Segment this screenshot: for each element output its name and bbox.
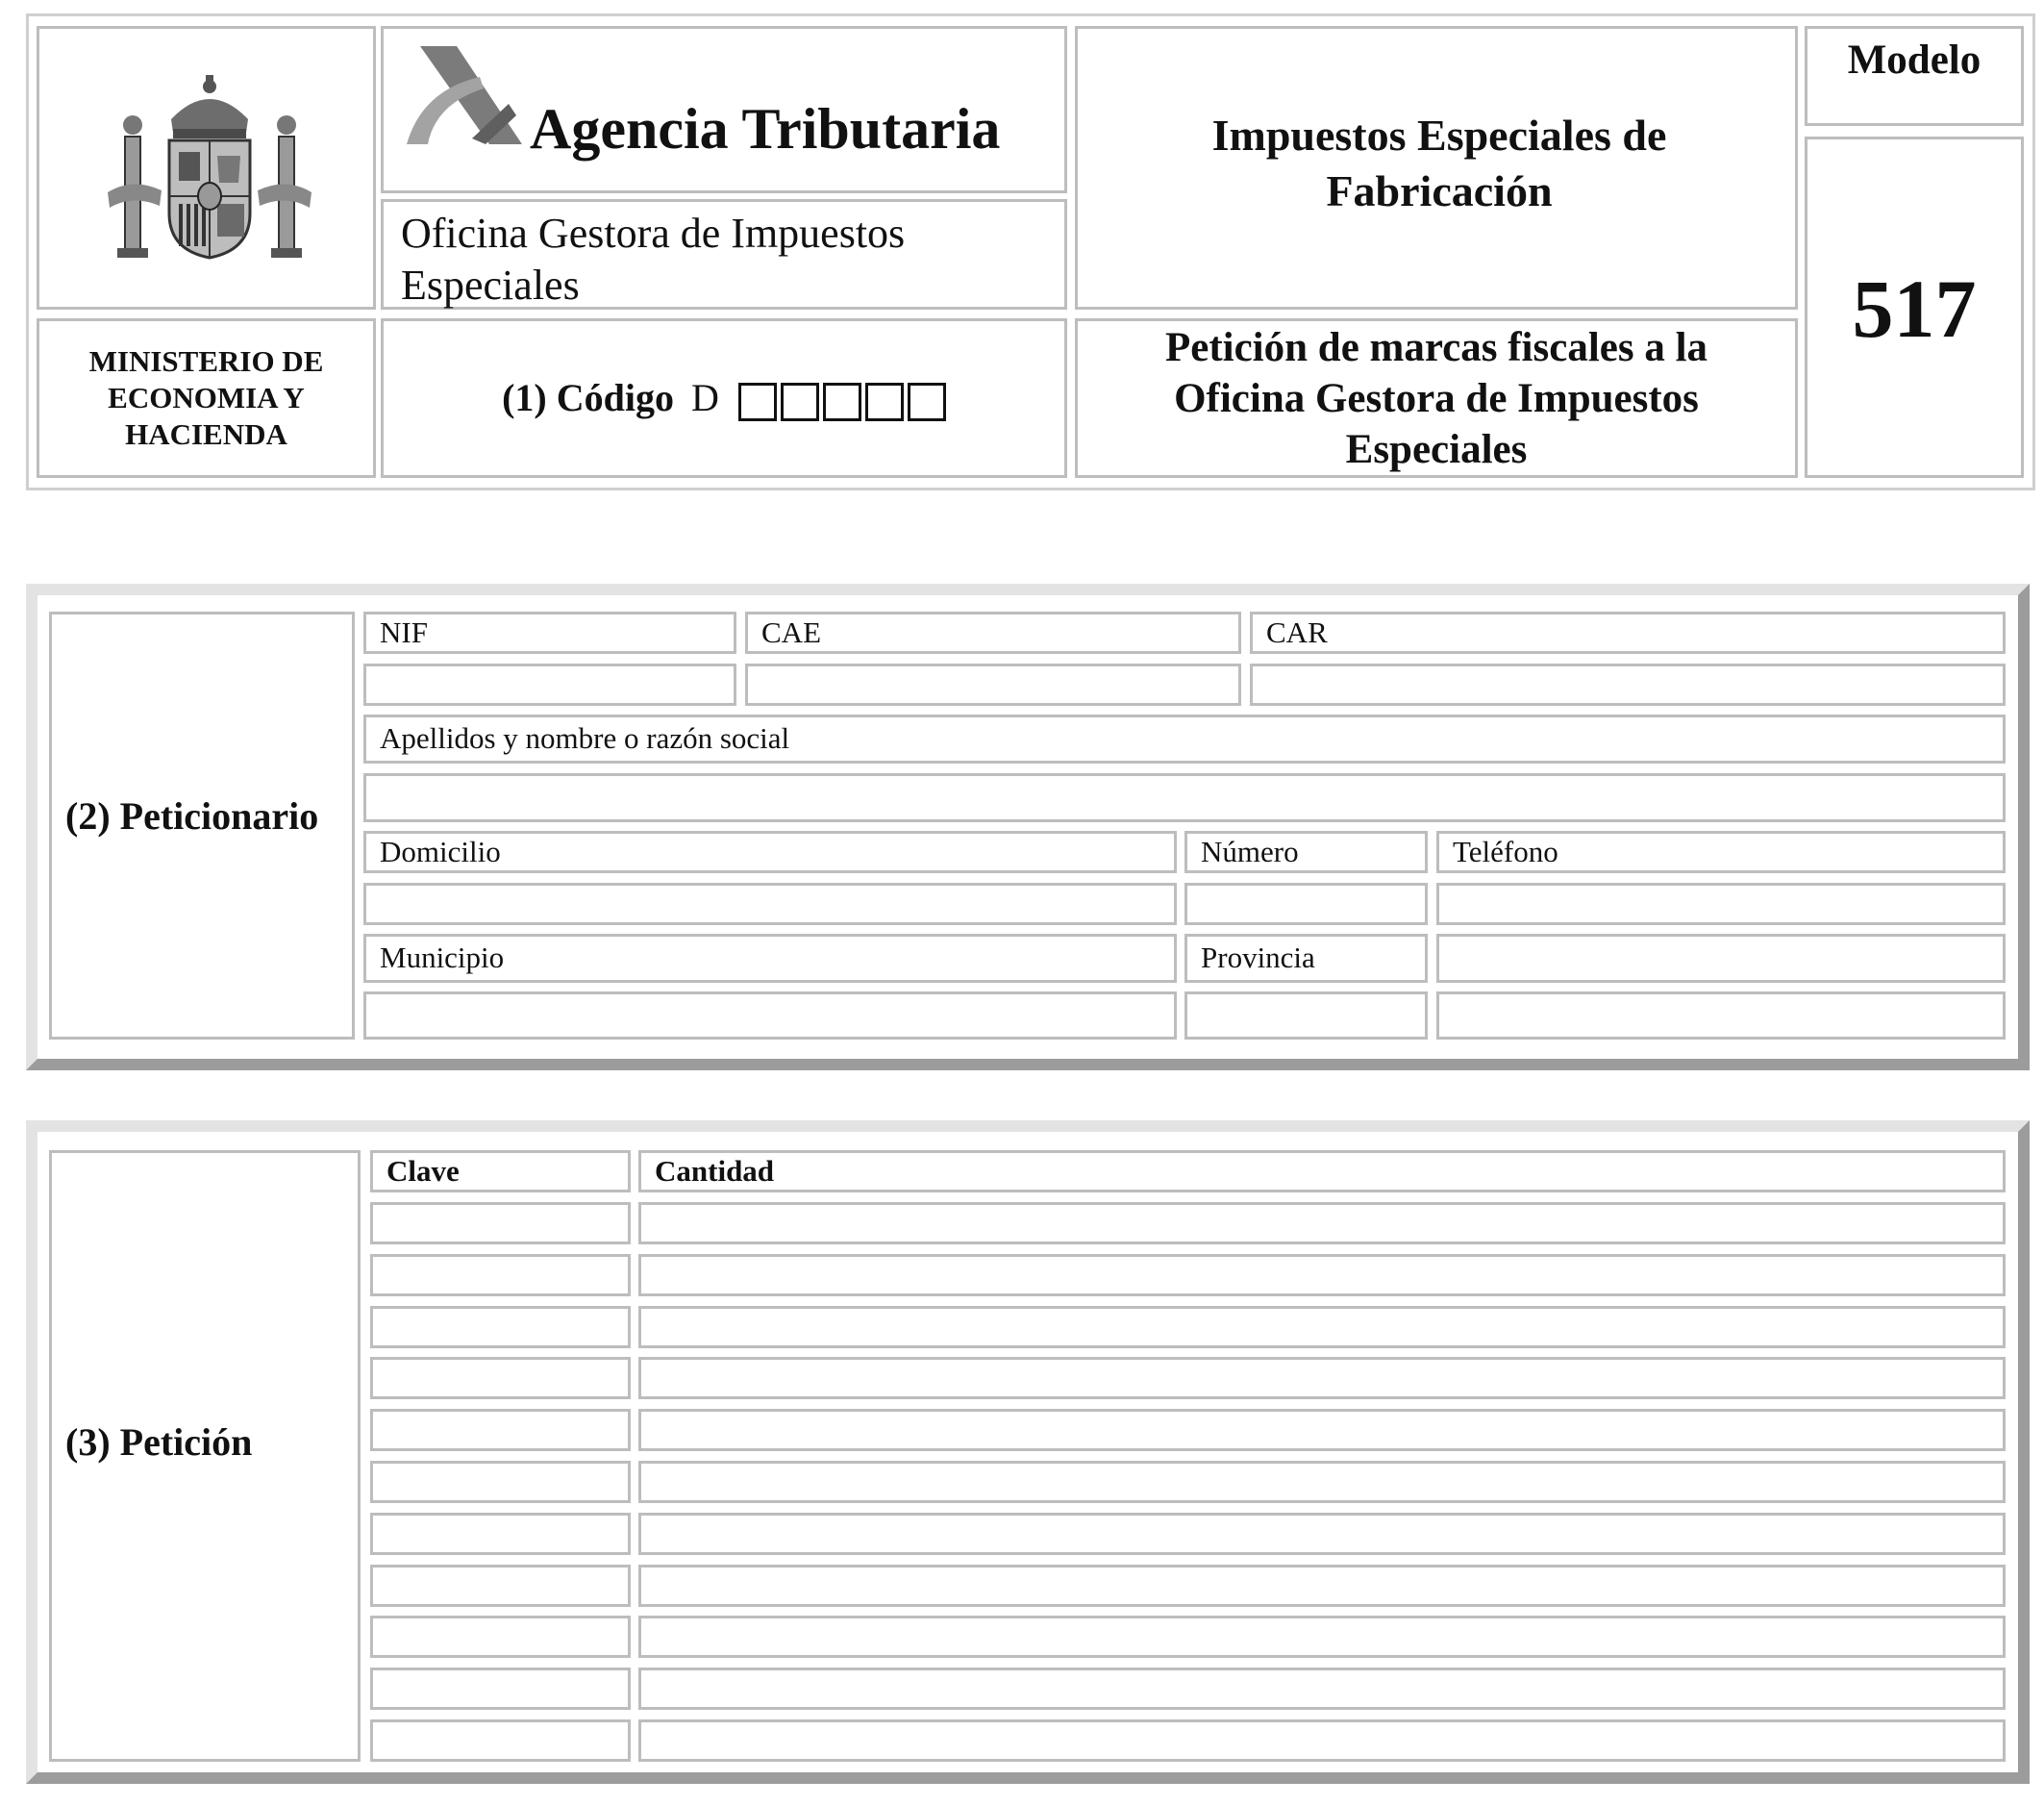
code-digit-box[interactable] <box>738 383 777 421</box>
numero-field[interactable] <box>1184 883 1428 925</box>
clave-field[interactable] <box>370 1513 631 1555</box>
telefono-field[interactable] <box>1436 883 2006 925</box>
cae-label: CAE <box>745 612 1241 654</box>
nif-field[interactable] <box>363 664 736 706</box>
cantidad-field[interactable] <box>638 1616 2006 1658</box>
tax-title-cell <box>1075 26 1798 310</box>
clave-field[interactable] <box>370 1202 631 1244</box>
coat-of-arms-icon <box>104 69 315 271</box>
provincia-extra-field[interactable] <box>1436 991 2006 1040</box>
cantidad-field[interactable] <box>638 1719 2006 1762</box>
car-field[interactable] <box>1250 664 2006 706</box>
numero-label: Número <box>1184 831 1428 873</box>
telefono-label: Teléfono <box>1436 831 2006 873</box>
clave-field[interactable] <box>370 1719 631 1762</box>
provincia-field[interactable] <box>1184 991 1428 1040</box>
clave-field[interactable] <box>370 1461 631 1503</box>
ministry-cell <box>37 318 376 478</box>
office-cell <box>381 199 1067 310</box>
code-digit-box[interactable] <box>781 383 819 421</box>
provincia-label: Provincia <box>1184 934 1428 983</box>
agency-name: Agencia Tributaria <box>530 97 1001 161</box>
domicilio-label: Domicilio <box>363 831 1177 873</box>
clave-field[interactable] <box>370 1668 631 1710</box>
clave-field[interactable] <box>370 1565 631 1607</box>
request-title: Petición de marcas fiscales a la Oficina Gestora de Impuestos Especiales <box>1164 324 1708 472</box>
cantidad-field[interactable] <box>638 1357 2006 1399</box>
peticionario-title-cell <box>49 612 355 1040</box>
modelo-number: 517 <box>1852 263 1977 355</box>
office-name: Oficina Gestora de Impuestos Especiales <box>401 210 906 309</box>
name-field[interactable] <box>363 773 2006 822</box>
agency-cell <box>381 26 1067 193</box>
modelo-label-cell <box>1805 26 2024 126</box>
provincia-extra-cell <box>1436 934 2006 983</box>
ministry-name: MINISTERIO DE ECONOMIA Y HACIENDA <box>88 344 324 451</box>
municipio-label: Municipio <box>363 934 1177 983</box>
cantidad-field[interactable] <box>638 1254 2006 1296</box>
municipio-field[interactable] <box>363 991 1177 1040</box>
cantidad-field[interactable] <box>638 1202 2006 1244</box>
peticionario-title: (2) Peticionario <box>65 794 319 838</box>
cantidad-field[interactable] <box>638 1513 2006 1555</box>
code-label: (1) Código <box>502 376 674 420</box>
request-title-cell <box>1075 318 1798 478</box>
agency-logo-icon <box>403 46 522 152</box>
cantidad-field[interactable] <box>638 1409 2006 1451</box>
cae-field[interactable] <box>745 664 1241 706</box>
clave-field[interactable] <box>370 1616 631 1658</box>
code-digit-box[interactable] <box>823 383 861 421</box>
cantidad-field[interactable] <box>638 1668 2006 1710</box>
code-prefix: D <box>691 376 719 420</box>
modelo-number-cell <box>1805 137 2024 478</box>
coat-of-arms-cell <box>37 26 376 310</box>
clave-header: Clave <box>370 1150 631 1192</box>
cantidad-field[interactable] <box>638 1461 2006 1503</box>
code-cell <box>381 318 1067 478</box>
nif-label: NIF <box>363 612 736 654</box>
code-digit-box[interactable] <box>908 383 946 421</box>
code-boxes <box>735 376 946 419</box>
clave-field[interactable] <box>370 1409 631 1451</box>
cantidad-field[interactable] <box>638 1565 2006 1607</box>
tax-title: Impuestos Especiales de Fabricación <box>1211 111 1667 215</box>
peticion-title-cell <box>49 1150 361 1762</box>
clave-field[interactable] <box>370 1254 631 1296</box>
name-label: Apellidos y nombre o razón social <box>363 715 2006 764</box>
cantidad-header: Cantidad <box>638 1150 2006 1192</box>
modelo-label: Modelo <box>1847 38 1982 83</box>
cantidad-field[interactable] <box>638 1306 2006 1348</box>
clave-field[interactable] <box>370 1306 631 1348</box>
domicilio-field[interactable] <box>363 883 1177 925</box>
peticion-title: (3) Petición <box>65 1420 253 1464</box>
clave-field[interactable] <box>370 1357 631 1399</box>
car-label: CAR <box>1250 612 2006 654</box>
code-digit-box[interactable] <box>865 383 904 421</box>
